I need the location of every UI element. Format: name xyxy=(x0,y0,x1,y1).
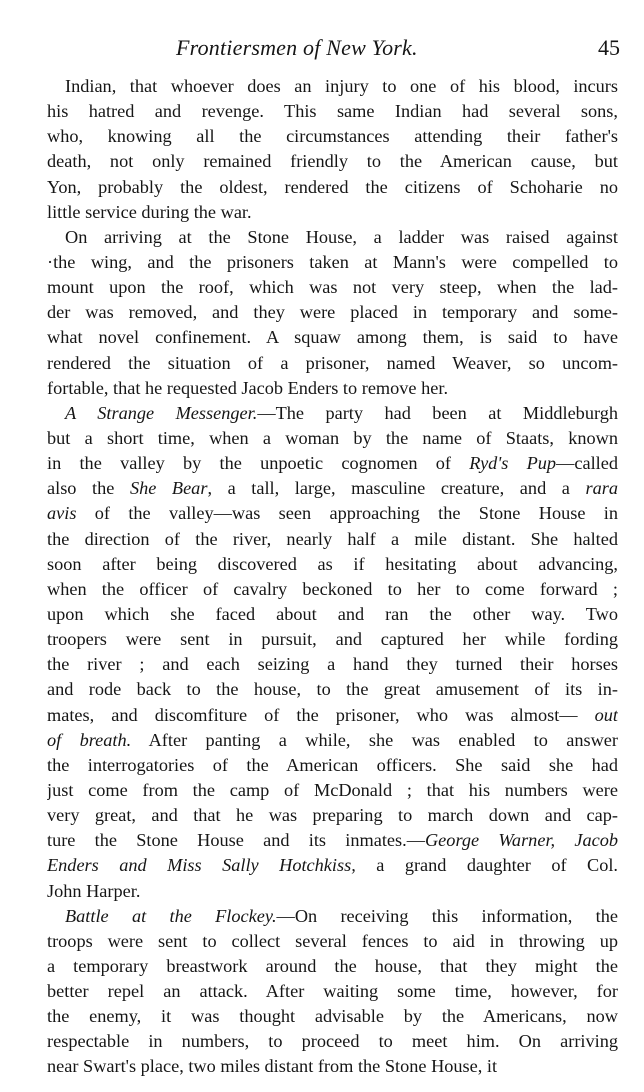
text-line xyxy=(47,904,618,929)
text-run: —The party had been at Middleburgh xyxy=(257,402,618,423)
text-line xyxy=(47,552,618,577)
text-line xyxy=(47,175,618,200)
text-line xyxy=(47,979,618,1004)
text-line xyxy=(47,325,618,350)
text-line xyxy=(47,803,618,828)
text-run: a grand daughter of Col. xyxy=(355,855,618,876)
text-line xyxy=(47,527,618,552)
text-run: rendered the situation of a prisoner, named Weaver, so uncom- xyxy=(47,352,618,373)
text-line xyxy=(47,200,618,225)
text-line xyxy=(47,728,618,753)
italic-text: She Bear xyxy=(129,478,208,499)
italic-text: Battle at the Flockey. xyxy=(65,905,277,926)
text-line xyxy=(47,501,618,526)
text-line xyxy=(47,577,618,602)
text-run: John Harper. xyxy=(47,880,141,901)
text-line xyxy=(47,954,618,979)
text-line xyxy=(47,99,618,124)
text-line xyxy=(47,778,618,803)
italic-text: A Strange Messenger. xyxy=(65,402,258,423)
text-run: soon after being discovered as if hesitating about advancing, xyxy=(47,553,618,574)
paragraph xyxy=(47,401,618,904)
text-run: troopers were sent in pursuit, and captured her while fording xyxy=(47,629,618,650)
italic-text: out xyxy=(594,704,618,725)
text-run: troops were sent to collect several fences to aid in throwing up xyxy=(47,930,618,951)
text-line xyxy=(47,376,618,401)
text-run: of the valley—was seen approaching the Stone House in xyxy=(76,503,618,524)
text-run: when the officer of cavalry beckoned to her to come forward ; xyxy=(47,578,618,599)
text-run: but a short time, when a woman by the name of Staats, known xyxy=(47,427,618,448)
text-run: death, not only remained friendly to the American cause, but xyxy=(47,151,618,172)
text-run: —On receiving this information, the xyxy=(276,905,618,926)
italic-text: avis xyxy=(47,503,77,524)
text-line xyxy=(47,602,618,627)
text-run: respectable in numbers, to proceed to meet him. On arriving xyxy=(47,1031,618,1052)
paragraph xyxy=(47,74,618,225)
text-line xyxy=(47,275,618,300)
text-line xyxy=(47,124,618,149)
text-run: in the valley by the unpoetic cognomen of xyxy=(47,453,470,474)
text-run: der was removed, and they were placed in temporary and some- xyxy=(47,302,618,323)
text-run: a temporary breastwork around the house, that they might the xyxy=(47,955,618,976)
italic-text: George Warner, Jacob xyxy=(424,830,618,851)
page-header xyxy=(46,34,620,62)
running-head: Frontiersmen of New York. xyxy=(176,35,418,60)
text-run: very great, and that he was preparing to march down and cap- xyxy=(47,805,618,826)
text-run: ·the wing, and the prisoners taken at Mann's were compelled to xyxy=(47,251,618,272)
paragraph xyxy=(47,225,618,401)
text-line xyxy=(47,351,618,376)
text-line xyxy=(47,627,618,652)
text-line xyxy=(47,149,618,174)
text-run: near Swart's place, two miles distant from the Stone House, it xyxy=(47,1056,498,1077)
text-run: Yon, probably the oldest, rendered the citizens of Schoharie no xyxy=(47,176,618,197)
text-line xyxy=(47,929,618,954)
text-line xyxy=(47,1054,618,1079)
body-text xyxy=(47,74,618,1080)
text-line xyxy=(47,853,618,878)
page-number: 45 xyxy=(598,35,620,60)
italic-text: rara xyxy=(585,478,618,499)
text-run: the direction of the river, nearly half a mile distant. She halted xyxy=(47,528,618,549)
text-line xyxy=(47,250,618,275)
text-run: After panting a while, she was enabled to answer xyxy=(131,729,618,750)
text-line xyxy=(47,225,618,250)
text-line xyxy=(47,74,618,99)
text-run: , a tall, large, masculine creature, and a xyxy=(207,478,586,499)
text-run: mount upon the roof, which was not very steep, when the lad- xyxy=(47,277,618,298)
text-run: who, knowing all the circumstances attending their father's xyxy=(47,126,618,147)
text-run: also the xyxy=(47,478,130,499)
italic-text: Ryd's Pup xyxy=(469,453,557,474)
text-line xyxy=(47,1029,618,1054)
text-run: —called xyxy=(556,453,618,474)
text-run: On arriving at the Stone House, a ladder was raised against xyxy=(65,226,618,247)
text-line xyxy=(47,703,618,728)
text-run: and rode back to the house, to the great amusement of its in- xyxy=(47,679,618,700)
text-line xyxy=(47,451,618,476)
text-run: Indian, that whoever does an injury to one of his blood, incurs xyxy=(65,76,618,96)
text-run: his hatred and revenge. This same Indian had several sons, xyxy=(47,101,618,122)
text-run: upon which she faced about and ran the other way. Two xyxy=(47,603,618,624)
text-run: the interrogatories of the American officers. She said she had xyxy=(47,754,618,775)
text-line xyxy=(47,753,618,778)
text-run: just come from the camp of McDonald ; that his numbers were xyxy=(47,779,618,800)
text-run: the enemy, it was thought advisable by the Americans, now xyxy=(47,1006,618,1027)
italic-text: Enders and Miss Sally Hotchkiss, xyxy=(47,855,356,876)
text-run: mates, and discomfiture of the prisoner, who was almost— xyxy=(47,704,595,725)
text-run: what novel confinement. A squaw among them, is said to have xyxy=(47,327,618,348)
text-run: the river ; and each seizing a hand they turned their horses xyxy=(47,654,618,675)
text-run: fortable, that he requested Jacob Enders to remove her. xyxy=(47,377,449,398)
italic-text: of breath. xyxy=(47,729,132,750)
paragraph xyxy=(47,904,618,1080)
text-run: ture the Stone House and its inmates.— xyxy=(47,830,425,851)
text-line xyxy=(47,828,618,853)
text-line xyxy=(47,677,618,702)
text-run: better repel an attack. After waiting some time, however, for xyxy=(47,981,618,1002)
text-line xyxy=(47,879,618,904)
text-run: little service during the war. xyxy=(47,201,252,222)
text-line xyxy=(47,652,618,677)
text-line xyxy=(47,1004,618,1029)
text-line xyxy=(47,476,618,501)
text-line xyxy=(47,426,618,451)
text-line xyxy=(47,300,618,325)
text-line xyxy=(47,401,618,426)
